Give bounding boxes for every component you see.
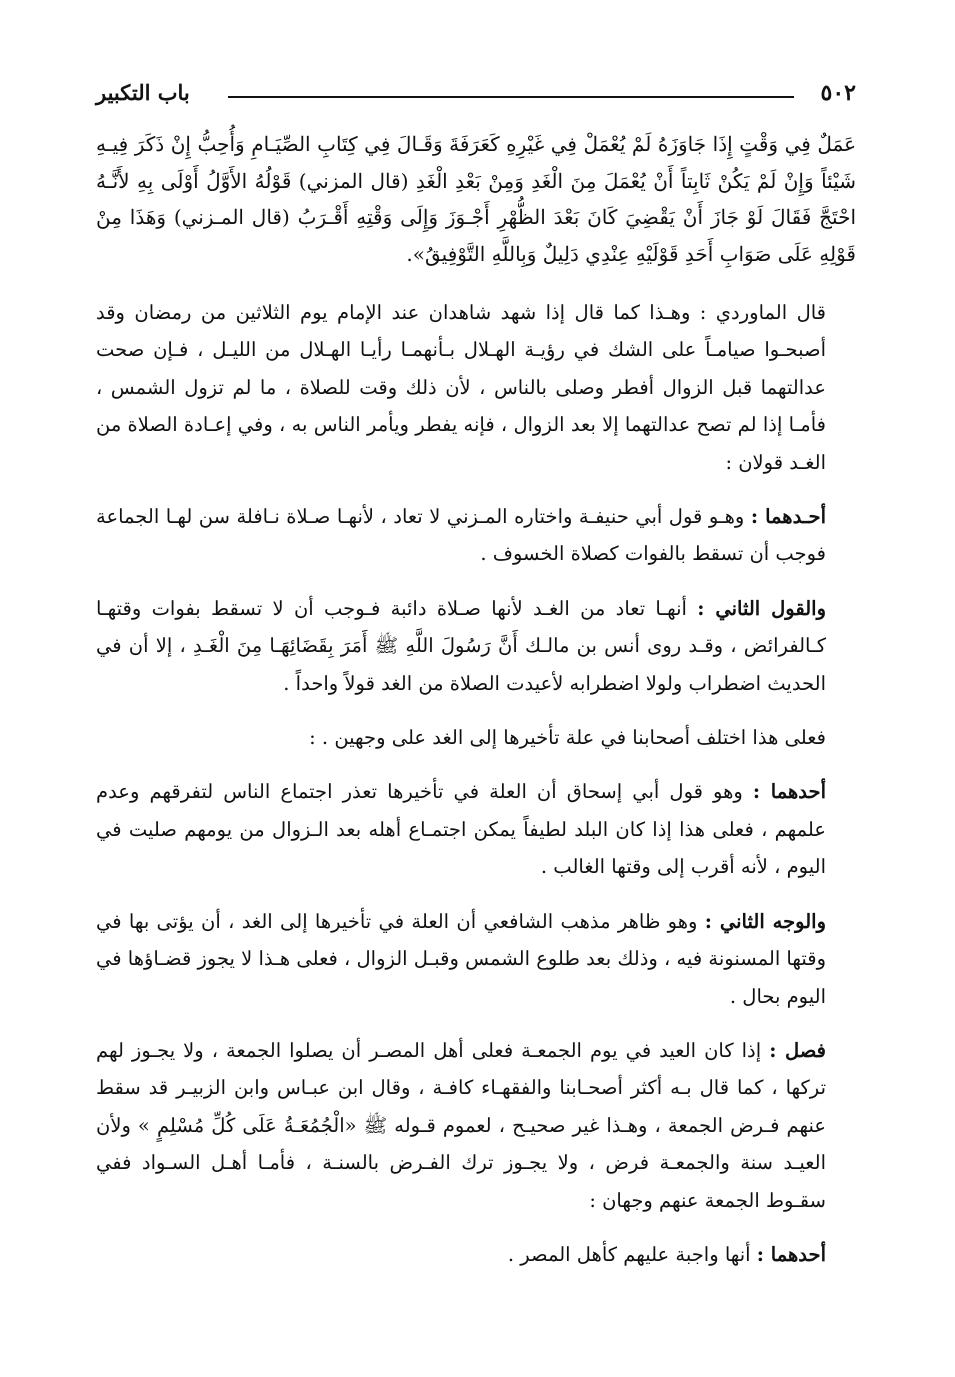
paragraph-text: إذا كان العيد في يوم الجمعـة فعلى أهل المصـر أن يصلوا الجمعة ، ولا يجـوز لهم تركها ، كما قال بـه أكثر أصحـابنا والفقهـاء كافـة ، وقال ابن عبـاس وابن الزبيـر قد سقط عنهم فـرض الجمعة ، وهـذا غير صحيـح ، لعموم قـوله ﷺ «الْجُمُعَـةُ عَلَى كُلِّ مُسْلِمٍ » ولأن العيـد سنة والجمعـة فرض ، ولا يجـوز ترك الفـرض بالسنـة ، فأمـا أهـل السـواد ففي سقـوط الجمعة عنهم وجهان : [96,1038,826,1212]
page-body [96,126,856,1290]
paragraph-text: وهـو قول أبي حنيفـة واختاره المـزني لا تعاد ، لأنهـا صـلاة نـافلة سن لهـا الجماعة فوجب أن تسقط بالفوات كصلاة الخسوف . [96,505,826,566]
chapter-title: باب التكبير [96,80,190,105]
paragraph-label: فصل : [769,1038,826,1062]
opinion-paragraph [96,773,856,885]
commentary-paragraph [96,294,856,481]
transition-paragraph [96,719,856,756]
paragraph-label: أحدهما : [756,1242,826,1266]
paragraph-text: وهو ظاهر مذهب الشافعي أن العلة في تأخيرها إلى الغد ، أن يؤتى بها في وقتها المسنونة فيه ، وذلك بعد طلوع الشمس وقبـل الزوال ، فعلى هـذا لا يجوز قضـاؤها في اليوم بحال . [95,909,826,1008]
paragraph-text: أنهـا تعاد من الغـد لأنها صـلاة دائبة فـوجب أن لا تسقط بفوات وقتهـا كـالفرائض ، وقـد روى أنس بن مالـك أَنَّ رَسُولَ اللَّهِ ﷺ أَمَرَ بِقَضَائِهَـا مِنَ الْغَـدِ ، إلا أن في الحديث اضطراب ولولا اضطرابه لأعيدت الصلاة من الغد قولاً واحداً . [96,596,826,695]
opinion-paragraph [96,498,856,573]
paragraph-text: عَمَلٌ فِي وَقْتٍ إِذَا جَاوَزَهُ لَمْ يُعْمَلْ فِي غَيْرِهِ كَعَرَفَةَ وَقَـالَ فِي كِتَابِ الصِّيَـامِ وَأُحِبُّ إِنْ ذَكَرَ فِيـهِ شَيْئاً وَإِنْ لَمْ يَكُنْ ثَابِتاً أَنْ يُعْمَلَ مِنَ الْغَدِ وَمِنْ بَعْدِ الْغَدِ (قال المزني) قَوْلُهُ الأَوَّلُ أَوْلَى بِهِ لأَنَّـهُ احْتَجَّ فَقَالَ لَوْ جَازَ أَنْ يَقْضِيَ كَانَ بَعْدَ الظُّهْرِ أَجْـوَزَ وَإِلَى وَقْتِهِ أَقْـرَبُ (قال المـزني) وَهَذَا مِنْ قَوْلِهِ عَلَى صَوَابِ أَحَدِ قَوْلَيْهِ عِنْدِي دَلِيلٌ وَبِاللَّهِ التَّوْفِيقُ». [96,132,856,266]
paragraph-text: وهو قول أبي إسحاق أن العلة في تأخيرها تعذر اجتماع الناس لتفرقهم وعدم علمهم ، فعلى هذا إذا كان البلد لطيفاً يمكن اجتمـاع أهله بعد الـزوال من يومهم صليت في اليوم ، لأنه أقرب إلى وقتها الغالب . [96,780,826,879]
page-header [96,80,856,112]
section-paragraph [96,1032,856,1219]
opinion-paragraph [96,590,856,702]
opinion-paragraph [96,903,856,1015]
header-rule [228,96,794,98]
paragraph-text: أنها واجبة عليهم كأهل المصر . [507,1242,751,1266]
paragraph-label: أحدهما : [752,780,826,804]
paragraph-text: فعلى هذا اختلف أصحابنا في علة تأخيرها إلى الغد على وجهين . : [309,726,826,750]
paragraph-label: أحـدهما : [750,505,827,529]
opinion-paragraph [96,1236,856,1273]
paragraph-label: والوجه الثاني : [704,909,827,933]
page-number: ٥٠٢ [820,80,856,106]
paragraph-text: قال الماوردي : وهـذا كما قال إذا شهد شاهدان عند الإمام يوم الثلاثين من رمضان وقد أصبحـوا صيامـاً على الشك في رؤيـة الهـلال بـأنهمـا رأيـا الهـلال من الليـل ، فـإن صحت عدالتهما قبل الزوال أفطر وصلى بالناس ، لأن ذلك وقت للصلاة ، ما لم تزول الشمس ، فأمـا إذا لم تصح عدالتهما إلا بعد الزوال ، فإنه يفطر ويأمر الناس به ، وفي إعـادة الصلاة من الغـد قولان : [96,301,826,474]
quoted-text-paragraph [96,126,856,272]
paragraph-label: والقول الثاني : [697,596,826,620]
